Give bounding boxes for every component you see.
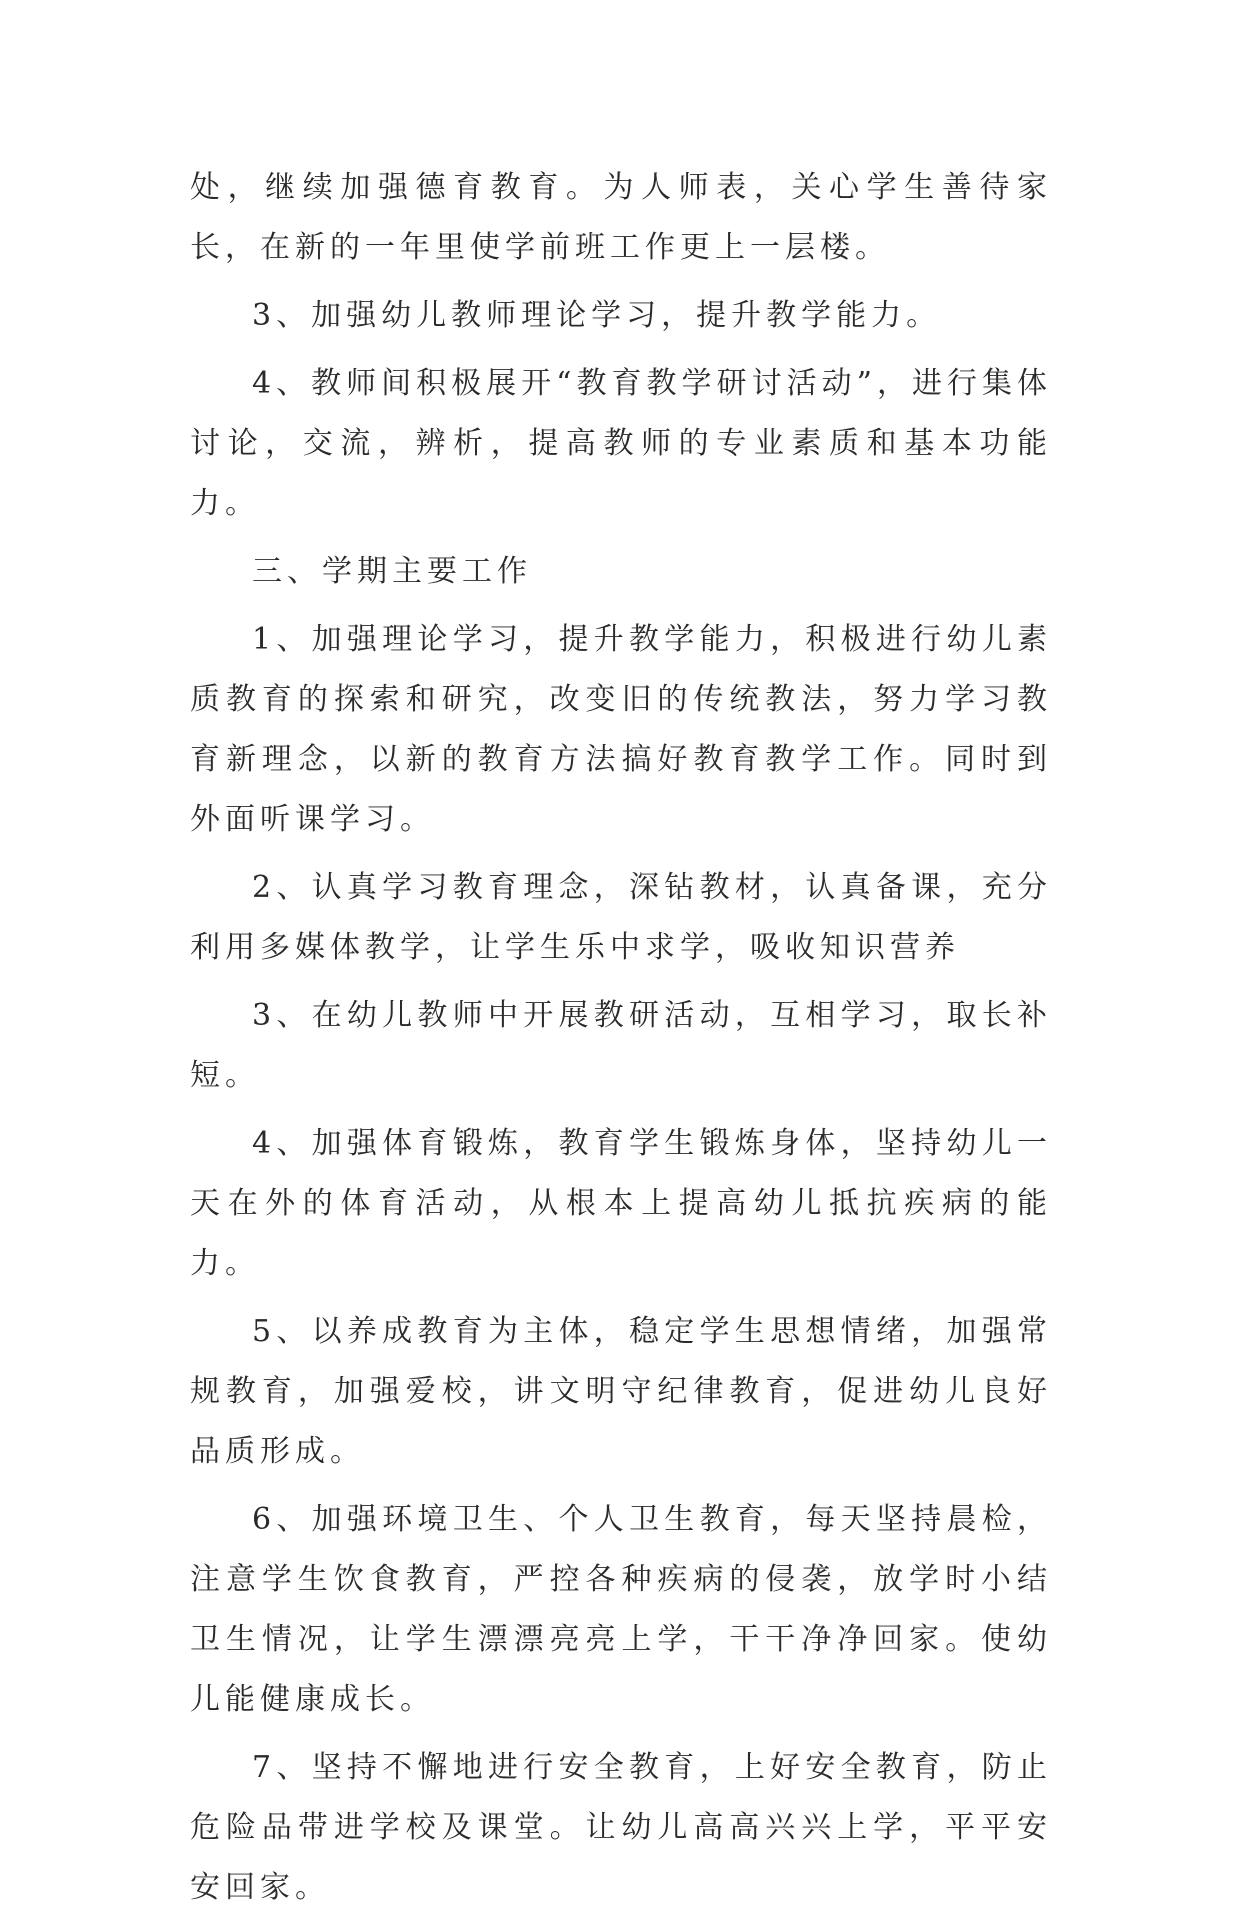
paragraph-work-6: 6、加强环境卫生、个人卫生教育，每天坚持晨检，注意学生饮食教育，严控各种疾病的侵袭，放学时小结卫生情况，让学生漂漂亮亮上学，干干净净回家。使幼儿能健康成长。 [190,1502,1052,1717]
paragraph-continuation: 处，继续加强德育教育。为人师表，关心学生善待家长，在新的一年里使学前班工作更上一层楼。 [190,170,1052,265]
paragraph-work-4: 4、加强体育锻炼，教育学生锻炼身体，坚持幼儿一天在外的体育活动，从根本上提高幼儿抵抗疾病的能力。 [190,1126,1052,1281]
paragraph-item-4-seminar: 4、教师间积极展开“教育教学研讨活动”，进行集体讨论，交流，辨析，提高教师的专业素质和基本功能力。 [190,366,1052,521]
paragraph-work-2: 2、认真学习教育理念，深钻教材，认真备课，充分利用多媒体教学，让学生乐中求学，吸收知识营养 [190,870,1052,965]
paragraph-work-1: 1、加强理论学习，提升教学能力，积极进行幼儿素质教育的探索和研究，改变旧的传统教法，努力学习教育新理念，以新的教育方法搞好教育教学工作。同时到外面听课学习。 [190,622,1052,837]
paragraph-work-5: 5、以养成教育为主体，稳定学生思想情绪，加强常规教育，加强爱校，讲文明守纪律教育，促进幼儿良好品质形成。 [190,1314,1052,1469]
paragraph-work-3: 3、在幼儿教师中开展教研活动，互相学习，取长补短。 [190,998,1052,1093]
document-body [190,158,1052,1918]
section-heading-main-work: 三、学期主要工作 [252,554,532,589]
paragraph-item-3-theory: 3、加强幼儿教师理论学习，提升教学能力。 [252,298,942,333]
paragraph-work-7: 7、坚持不懈地进行安全教育，上好安全教育，防止危险品带进学校及课堂。让幼儿高高兴兴上学，平平安安回家。 [190,1750,1052,1905]
